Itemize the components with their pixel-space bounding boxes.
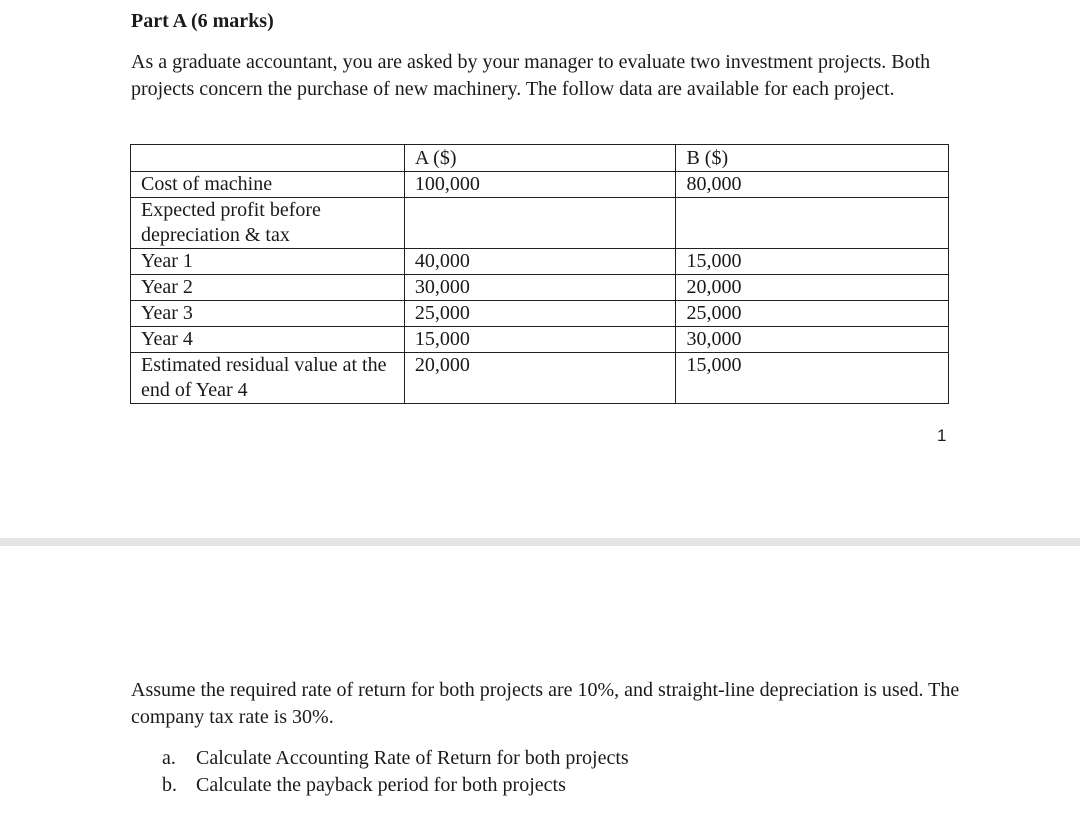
task-list [162,745,629,799]
table-row [131,249,949,275]
project-b-value: 25,000 [676,301,949,327]
row-label: Expected profit before depreciation & tax [131,198,405,249]
project-a-value: 30,000 [404,275,676,301]
table-row [131,275,949,301]
list-item [162,745,629,772]
table-row [131,353,949,404]
row-label: Year 1 [131,249,405,275]
header-cell-project-b: B ($) [676,145,949,172]
table-header-row [131,145,949,172]
project-a-value [404,198,676,249]
project-b-value: 80,000 [676,172,949,198]
project-a-value: 40,000 [404,249,676,275]
task-text: Calculate the payback period for both projects [196,774,566,796]
project-b-value: 15,000 [676,353,949,404]
row-label: Year 3 [131,301,405,327]
document-page-2 [0,546,1080,823]
table-row [131,198,949,249]
assumption-paragraph: Assume the required rate of return for both projects are 10%, and straight-line depreciation is used. The company tax rate is 30%. [131,679,960,728]
project-a-value: 15,000 [404,327,676,353]
project-a-value: 25,000 [404,301,676,327]
project-b-value: 20,000 [676,275,949,301]
table-row [131,172,949,198]
project-a-value: 20,000 [404,353,676,404]
project-b-value: 15,000 [676,249,949,275]
project-b-value [676,198,949,249]
project-a-value: 100,000 [404,172,676,198]
list-item [162,772,629,799]
list-marker: b. [162,774,177,796]
table-row [131,301,949,327]
row-label: Year 4 [131,327,405,353]
header-cell-label [131,145,405,172]
table-row [131,327,949,353]
project-data-table [130,144,949,404]
list-marker: a. [162,747,176,769]
header-cell-project-a: A ($) [404,145,676,172]
task-text: Calculate Accounting Rate of Return for both projects [196,747,629,769]
row-label: Cost of machine [131,172,405,198]
row-label: Year 2 [131,275,405,301]
row-label: Estimated residual value at the end of Year 4 [131,353,405,404]
intro-paragraph: As a graduate accountant, you are asked by your manager to evaluate two investment projects. Both projects concern the purchase of new machinery. The follow data are available for each project. [131,51,931,100]
page-separator [0,538,1080,546]
section-heading: Part A (6 marks) [131,10,274,32]
page-number: 1 [937,426,947,445]
project-b-value: 30,000 [676,327,949,353]
